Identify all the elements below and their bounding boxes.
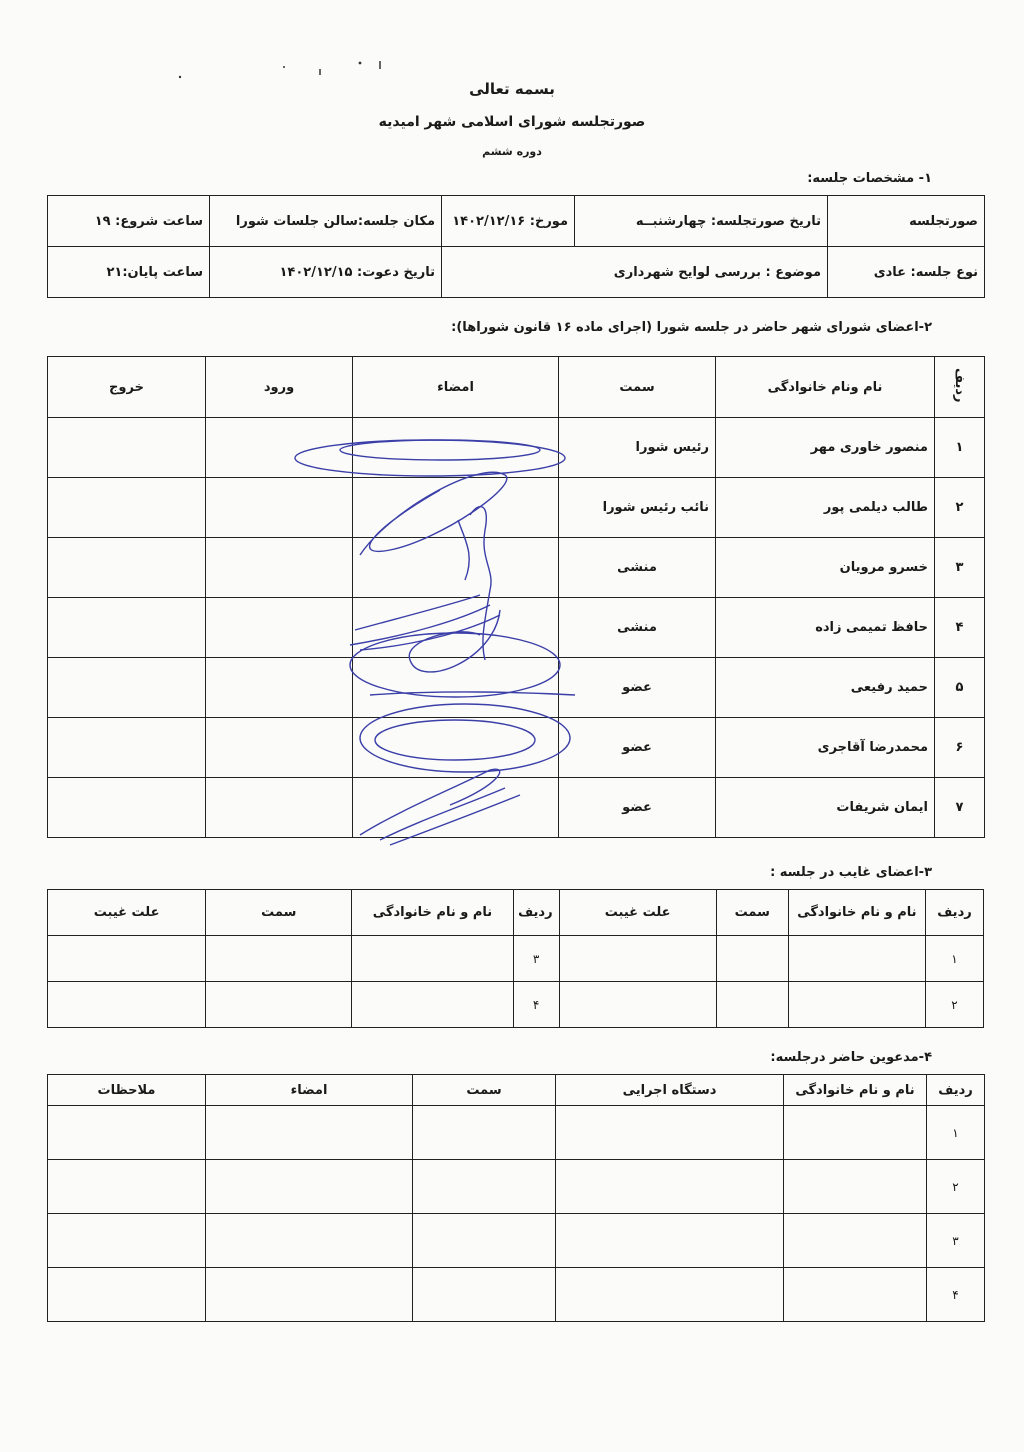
empty-cell bbox=[559, 982, 716, 1028]
exit-cell bbox=[48, 718, 206, 778]
entry-cell bbox=[206, 658, 353, 718]
empty-cell bbox=[48, 936, 206, 982]
col-role: سمت bbox=[413, 1075, 556, 1106]
member-name: منصور خاوری مهر bbox=[716, 418, 935, 478]
empty-cell bbox=[784, 1214, 927, 1268]
empty-cell bbox=[352, 936, 513, 982]
entry-cell bbox=[206, 778, 353, 838]
empty-cell bbox=[413, 1106, 556, 1160]
empty-cell bbox=[556, 1160, 784, 1214]
signature-cell bbox=[353, 538, 559, 598]
empty-cell bbox=[48, 1268, 206, 1322]
table-row bbox=[48, 598, 985, 658]
empty-cell bbox=[716, 936, 788, 982]
empty-cell bbox=[556, 1268, 784, 1322]
invited-guests-table bbox=[47, 1074, 985, 1322]
empty-cell bbox=[788, 982, 925, 1028]
table-row bbox=[48, 418, 985, 478]
col-agency: دستگاه اجرایی bbox=[556, 1075, 784, 1106]
col-signature: امضاء bbox=[206, 1075, 413, 1106]
basmala-heading: بسمه تعالی bbox=[469, 80, 555, 98]
table-row bbox=[48, 658, 985, 718]
exit-cell bbox=[48, 418, 206, 478]
col-row-number: ردیف bbox=[935, 357, 985, 418]
table-row bbox=[48, 718, 985, 778]
row-number: ۲ bbox=[935, 478, 985, 538]
meeting-subject: موضوع : بررسی لوایح شهرداری bbox=[442, 247, 828, 298]
member-role: عضو bbox=[559, 778, 716, 838]
table-row bbox=[48, 478, 985, 538]
end-time: ساعت پایان:۲۱ bbox=[48, 247, 210, 298]
empty-cell bbox=[556, 1106, 784, 1160]
exit-cell bbox=[48, 538, 206, 598]
exit-cell bbox=[48, 778, 206, 838]
empty-cell bbox=[784, 1268, 927, 1322]
session-details-table bbox=[47, 195, 985, 298]
session-type-label: صورتجلسه bbox=[828, 196, 985, 247]
entry-cell bbox=[206, 598, 353, 658]
row-number: ۳ bbox=[927, 1214, 985, 1268]
exit-cell bbox=[48, 658, 206, 718]
row-number: ۲ bbox=[927, 1160, 985, 1214]
empty-cell bbox=[788, 936, 925, 982]
empty-cell bbox=[206, 982, 352, 1028]
col-notes: ملاحظات bbox=[48, 1075, 206, 1106]
col-absence-reason-2: علت غیبت bbox=[48, 890, 206, 936]
col-full-name-2: نام و نام خانوادگی bbox=[352, 890, 513, 936]
entry-cell bbox=[206, 718, 353, 778]
col-entry: ورود bbox=[206, 357, 353, 418]
member-name: حافظ تمیمی زاده bbox=[716, 598, 935, 658]
empty-cell bbox=[48, 1214, 206, 1268]
member-name: ایمان شریفات bbox=[716, 778, 935, 838]
session-date-day: تاریخ صورتجلسه: چهارشنبــه bbox=[575, 196, 828, 247]
section2-heading: ۲-اعضای شورای شهر حاضر در جلسه شورا (اجرای ماده ۱۶ قانون شوراها): bbox=[451, 320, 932, 335]
col-absence-reason: علت غیبت bbox=[559, 890, 716, 936]
empty-cell bbox=[206, 1268, 413, 1322]
empty-cell bbox=[413, 1214, 556, 1268]
row-number: ۶ bbox=[935, 718, 985, 778]
row-number: ۴ bbox=[927, 1268, 985, 1322]
member-role: عضو bbox=[559, 658, 716, 718]
empty-cell bbox=[48, 982, 206, 1028]
empty-cell bbox=[352, 982, 513, 1028]
empty-cell bbox=[48, 1106, 206, 1160]
signature-cell bbox=[353, 718, 559, 778]
member-role: رئیس شورا bbox=[559, 418, 716, 478]
row-number: ۱ bbox=[925, 936, 983, 982]
col-row-number: ردیف bbox=[927, 1075, 985, 1106]
empty-cell bbox=[413, 1268, 556, 1322]
table-row bbox=[48, 936, 984, 982]
entry-cell bbox=[206, 418, 353, 478]
empty-cell bbox=[556, 1214, 784, 1268]
signature-cell bbox=[353, 598, 559, 658]
absent-members-table bbox=[47, 889, 984, 1028]
empty-cell bbox=[413, 1160, 556, 1214]
empty-cell bbox=[559, 936, 716, 982]
row-number: ۳ bbox=[513, 936, 559, 982]
member-role: منشی bbox=[559, 538, 716, 598]
col-role-2: سمت bbox=[206, 890, 352, 936]
term-label: دوره ششم bbox=[482, 145, 542, 158]
document-title: صورتجلسه شورای اسلامی شهر امیدیه bbox=[378, 114, 646, 130]
entry-cell bbox=[206, 478, 353, 538]
signature-cell bbox=[353, 658, 559, 718]
signature-cell bbox=[353, 778, 559, 838]
empty-cell bbox=[206, 936, 352, 982]
exit-cell bbox=[48, 598, 206, 658]
present-members-table bbox=[47, 356, 985, 838]
session-date: مورخ: ۱۴۰۲/۱۲/۱۶ bbox=[442, 196, 575, 247]
member-name: حمید رفیعی bbox=[716, 658, 935, 718]
entry-cell bbox=[206, 538, 353, 598]
section4-heading: ۴-مدعوین حاضر درجلسه: bbox=[770, 1050, 932, 1065]
session-location: مکان جلسه:سالن جلسات شورا bbox=[210, 196, 442, 247]
row-number: ۴ bbox=[935, 598, 985, 658]
member-name: محمدرضا آقاجری bbox=[716, 718, 935, 778]
meeting-type: نوع جلسه: عادی bbox=[828, 247, 985, 298]
start-time: ساعت شروع: ۱۹ bbox=[48, 196, 210, 247]
signature-cell bbox=[353, 478, 559, 538]
empty-cell bbox=[784, 1160, 927, 1214]
member-role: نائب رئیس شورا bbox=[559, 478, 716, 538]
row-number: ۱ bbox=[935, 418, 985, 478]
member-role: منشی bbox=[559, 598, 716, 658]
col-full-name: نام ونام خانوادگی bbox=[716, 357, 935, 418]
row-number: ۳ bbox=[935, 538, 985, 598]
table-row bbox=[48, 538, 985, 598]
table-row bbox=[48, 982, 984, 1028]
member-name: خسرو مرویان bbox=[716, 538, 935, 598]
table-row bbox=[48, 1106, 985, 1160]
member-name: طالب دیلمی پور bbox=[716, 478, 935, 538]
table-row bbox=[48, 1268, 985, 1322]
table-row bbox=[48, 778, 985, 838]
signature-cell bbox=[353, 418, 559, 478]
table-row bbox=[48, 1160, 985, 1214]
invitation-date: تاریخ دعوت: ۱۴۰۲/۱۲/۱۵ bbox=[210, 247, 442, 298]
table-row bbox=[48, 1214, 985, 1268]
row-number: ۱ bbox=[927, 1106, 985, 1160]
empty-cell bbox=[206, 1106, 413, 1160]
exit-cell bbox=[48, 478, 206, 538]
col-row-number: ردیف bbox=[925, 890, 983, 936]
col-role: سمت bbox=[559, 357, 716, 418]
empty-cell bbox=[716, 982, 788, 1028]
row-number: ۷ bbox=[935, 778, 985, 838]
empty-cell bbox=[206, 1160, 413, 1214]
row-number: ۴ bbox=[513, 982, 559, 1028]
col-full-name: نام و نام خانوادگی bbox=[784, 1075, 927, 1106]
col-role: سمت bbox=[716, 890, 788, 936]
col-exit: خروج bbox=[48, 357, 206, 418]
empty-cell bbox=[784, 1106, 927, 1160]
col-row-number-2: ردیف bbox=[513, 890, 559, 936]
row-number: ۲ bbox=[925, 982, 983, 1028]
section1-heading: ۱- مشخصات جلسه: bbox=[807, 171, 932, 186]
section3-heading: ۳-اعضای غایب در جلسه : bbox=[770, 865, 932, 880]
empty-cell bbox=[206, 1214, 413, 1268]
col-full-name: نام و نام خانوادگی bbox=[788, 890, 925, 936]
col-signature: امضاء bbox=[353, 357, 559, 418]
member-role: عضو bbox=[559, 718, 716, 778]
empty-cell bbox=[48, 1160, 206, 1214]
row-number: ۵ bbox=[935, 658, 985, 718]
